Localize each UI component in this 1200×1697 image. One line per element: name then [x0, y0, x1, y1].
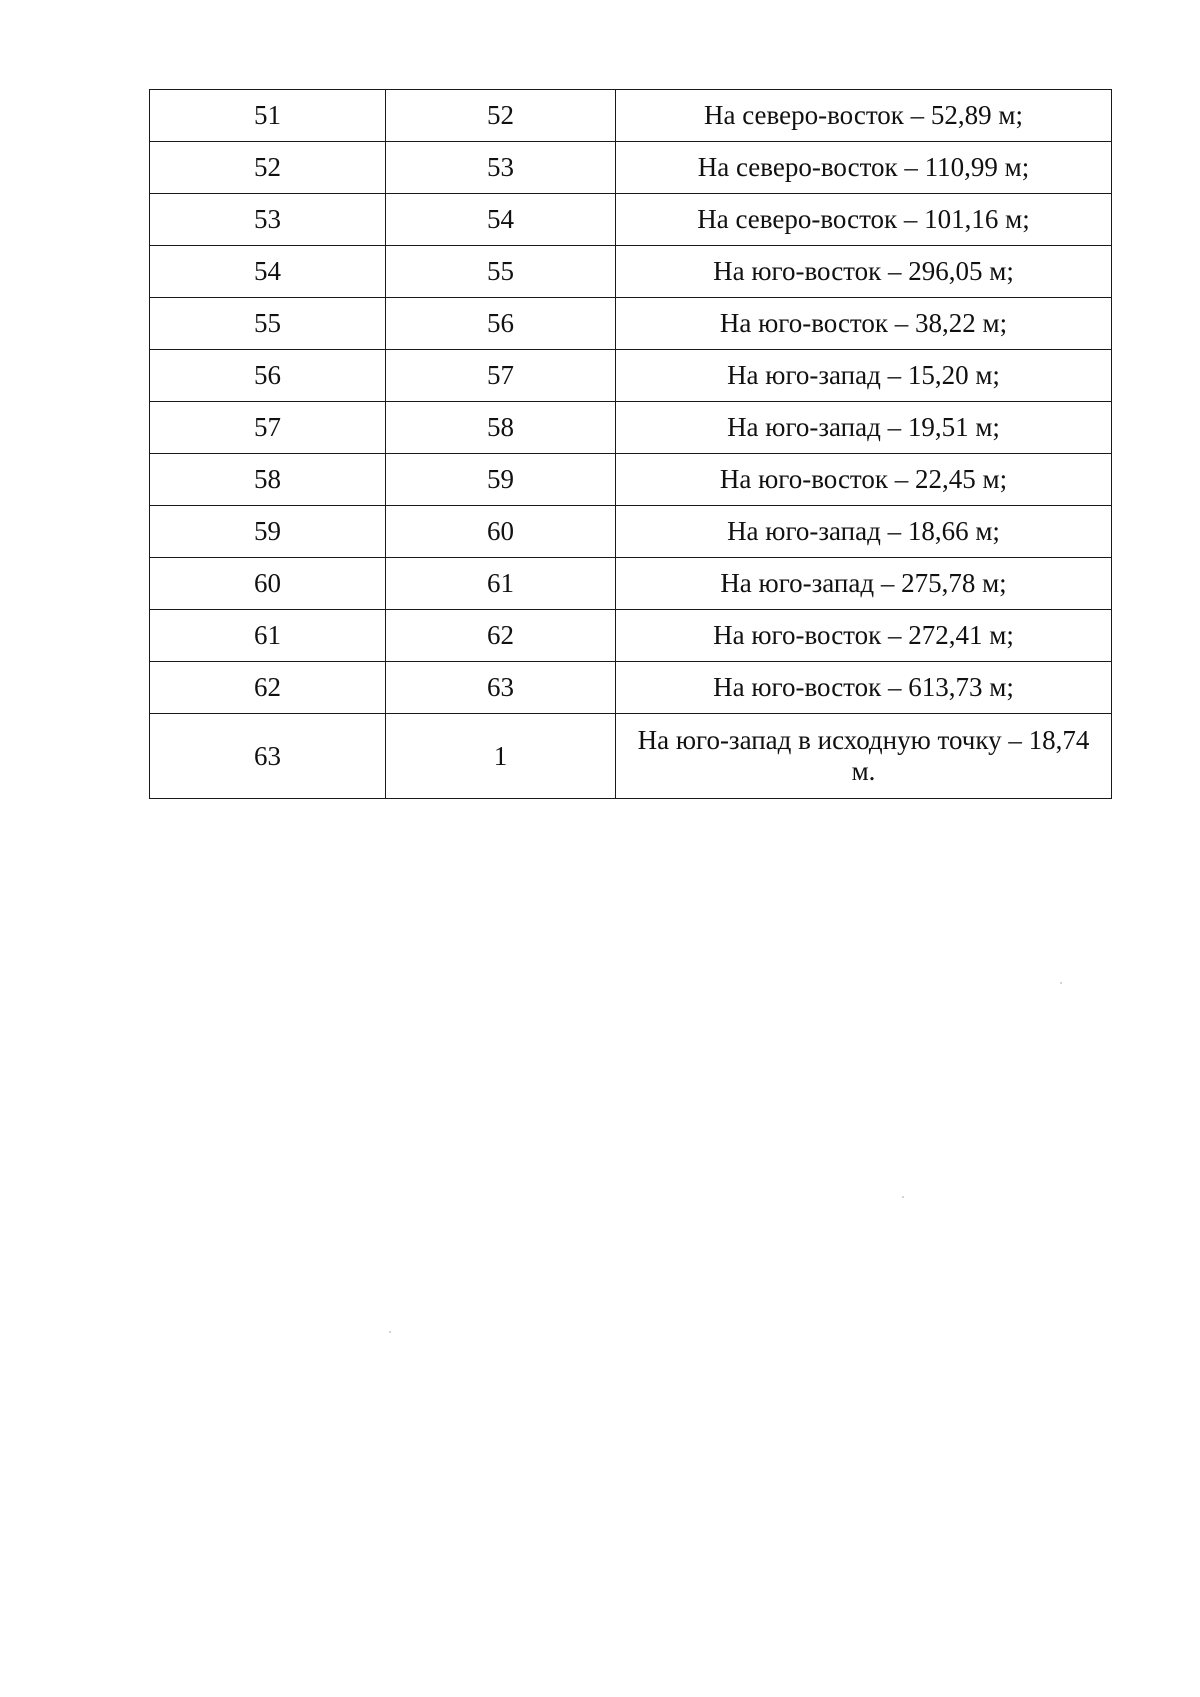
from-point-cell: 51: [150, 90, 386, 142]
direction-distance-cell: На юго-запад – 15,20 м;: [616, 350, 1112, 402]
table-row: [150, 714, 1112, 799]
table-row: [150, 506, 1112, 558]
to-point-cell: 55: [386, 246, 616, 298]
direction-distance-cell: На юго-запад – 18,66 м;: [616, 506, 1112, 558]
to-point-cell: 56: [386, 298, 616, 350]
from-point-cell: 62: [150, 662, 386, 714]
to-point-cell: 61: [386, 558, 616, 610]
direction-distance-cell: На юго-восток – 613,73 м;: [616, 662, 1112, 714]
direction-distance-cell: На юго-восток – 22,45 м;: [616, 454, 1112, 506]
table-row: [150, 350, 1112, 402]
from-point-cell: 61: [150, 610, 386, 662]
table-row: [150, 402, 1112, 454]
direction-distance-cell: На юго-запад – 19,51 м;: [616, 402, 1112, 454]
from-point-cell: 54: [150, 246, 386, 298]
from-point-cell: 63: [150, 714, 386, 799]
table-row: [150, 558, 1112, 610]
direction-distance-cell: На северо-восток – 52,89 м;: [616, 90, 1112, 142]
direction-distance-cell: На юго-восток – 296,05 м;: [616, 246, 1112, 298]
direction-distance-cell: На юго-запад в исходную точку – 18,74 м.: [616, 714, 1112, 799]
table-row: [150, 90, 1112, 142]
direction-distance-cell: На северо-восток – 110,99 м;: [616, 142, 1112, 194]
from-point-cell: 53: [150, 194, 386, 246]
to-point-cell: 57: [386, 350, 616, 402]
to-point-cell: 59: [386, 454, 616, 506]
from-point-cell: 60: [150, 558, 386, 610]
to-point-cell: 58: [386, 402, 616, 454]
table-row: [150, 246, 1112, 298]
to-point-cell: 53: [386, 142, 616, 194]
to-point-cell: 1: [386, 714, 616, 799]
table-row: [150, 194, 1112, 246]
scan-speck: [902, 1196, 904, 1198]
scan-speck: [389, 1331, 391, 1333]
direction-distance-cell: На юго-запад – 275,78 м;: [616, 558, 1112, 610]
from-point-cell: 55: [150, 298, 386, 350]
table-row: [150, 142, 1112, 194]
from-point-cell: 58: [150, 454, 386, 506]
to-point-cell: 52: [386, 90, 616, 142]
boundary-description-table: [149, 89, 1112, 799]
table-row: [150, 610, 1112, 662]
to-point-cell: 54: [386, 194, 616, 246]
table-row: [150, 662, 1112, 714]
table-row: [150, 454, 1112, 506]
from-point-cell: 52: [150, 142, 386, 194]
to-point-cell: 62: [386, 610, 616, 662]
direction-distance-cell: На северо-восток – 101,16 м;: [616, 194, 1112, 246]
table-row: [150, 298, 1112, 350]
from-point-cell: 56: [150, 350, 386, 402]
scan-speck: [1060, 982, 1062, 984]
direction-distance-cell: На юго-восток – 272,41 м;: [616, 610, 1112, 662]
to-point-cell: 63: [386, 662, 616, 714]
to-point-cell: 60: [386, 506, 616, 558]
from-point-cell: 59: [150, 506, 386, 558]
direction-distance-cell: На юго-восток – 38,22 м;: [616, 298, 1112, 350]
from-point-cell: 57: [150, 402, 386, 454]
